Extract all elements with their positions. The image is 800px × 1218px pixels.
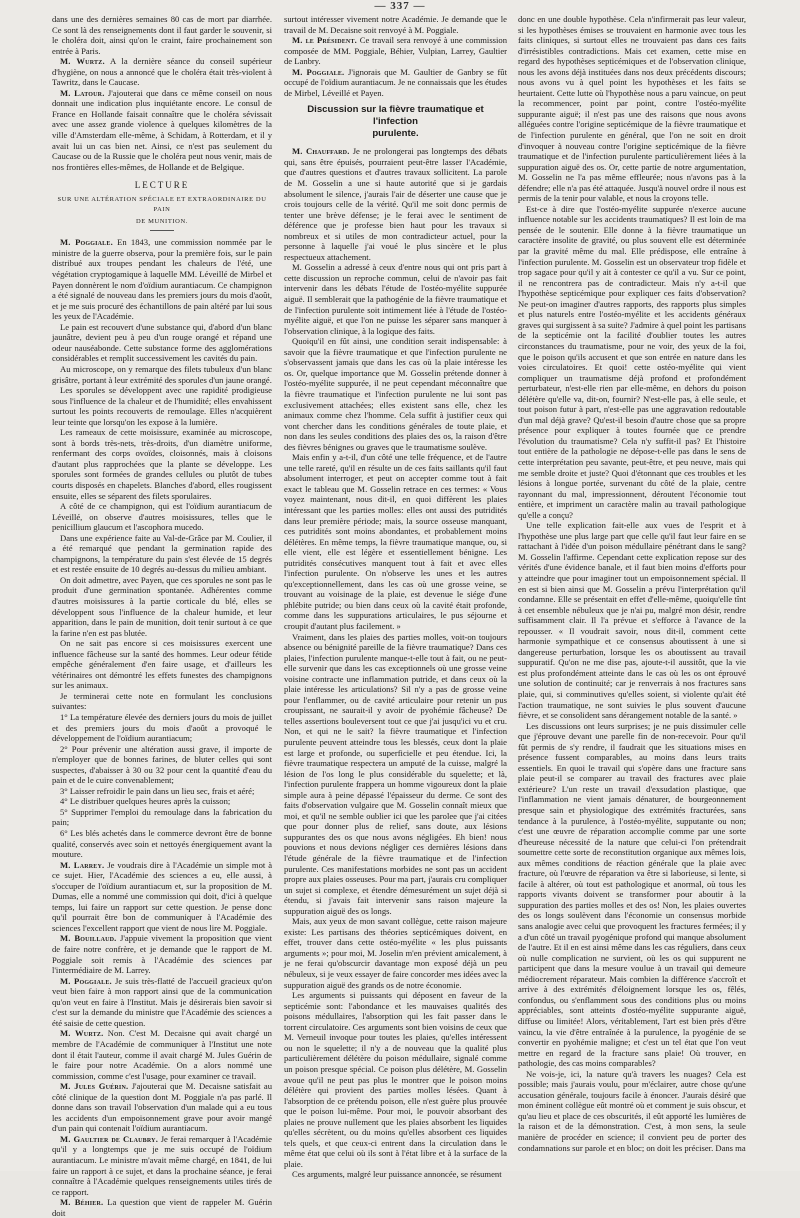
speaker: M. le Président.	[292, 35, 358, 46]
section-subtitle: DE MUNITION.	[136, 217, 188, 225]
paragraph	[284, 146, 507, 262]
speech-text: Je ne prolongerai pas longtemps des débats qui, sans être épuisés, pourraient peut-être lasser l'Académie, que d'autres questions et d'autres travaux sollicitent. La parole de M. Gosselin a une si haute autorité que si je gardais absolument le silence, j'aurais l'air de déserter une cause que je crois toujours celle de la vérité. Qu'il me soit donc permis de tenter une brève défense; je le ferai avec le sentiment de déférence que je professe bien haut pour les travaux si nombreux et si utiles de mon contradicteur actuel, pour la personne à laquelle j'ai voué le plus sincère et le plus respectueux attachement.	[284, 146, 507, 262]
speaker: M. Wurtz.	[60, 56, 105, 67]
divider	[150, 230, 174, 231]
paragraph	[52, 56, 272, 88]
paragraph: 1° La température élevée des derniers jours du mois de juillet et des premiers jours du mois d'août a provoqué le développement de l'oïdium aurantiacum;	[52, 712, 272, 744]
column-1	[52, 14, 273, 1218]
speech-text: J'ignorais que M. Gaultier de Ganbry se fût occupé de l'oïdium aurantiacum. Je ne connaissais que les études de Mirbel, Léveillé et Payen.	[284, 66, 508, 98]
speaker: M. Wurtz.	[60, 1028, 104, 1039]
paragraph: Mais enfin y a-t-il, d'un côté une telle fréquence, et de l'autre une telle rareté, qu'il en résulte un de ces faits saillants qu'il faut absolument interroger, et peut on accepter comme tout à fait exact le tableau que M. Gosselin retrace en ces termes: « Vous voyez maintenant, nous dit-il, en quoi diffèrent les plaies intéressant que les parties molles: elles ont aussi des putridités dans leur première période; mais, la source osseuse manquant, ces putridités sont moins abondantes, et probablement moins délétères. En même temps, la fièvre traumatique manque, ou, si elle vient, elle est légère et essentiellement bénigne. Les putridités consécutives manquent tout à fait et avec elles l'infection purulente. On n'observe les unes et les autres qu'exceptionnellement, dans les cas où une grosse veine, se trouvant au voisinage de la plaie, est devenue le siége d'une phlébite putride; ou bien dans ceux où la cavité était profonde, comme dans les suppurations articulaires, le pus séjourne et croupit d'autant plus facilement. »	[284, 452, 507, 631]
column-2	[284, 14, 508, 1180]
heading-line: purulente.	[372, 128, 419, 140]
paragraph	[52, 1028, 272, 1081]
paragraph: surtout intéresser vivement notre Académie. Je demande que le travail de M. Decaisne soit renvoyé à M. Poggiale.	[284, 14, 507, 35]
speaker: M. Poggiale.	[60, 975, 112, 986]
heading-line: Discussion sur la fièvre traumatique et l'infection	[307, 104, 484, 128]
paragraph	[52, 1197, 272, 1218]
page-number: — 337 —	[374, 0, 426, 12]
paragraph: Les arguments si puissants qui déposent en faveur de la septicémie sont: l'abondance et les mauvaises qualités des poisons médullaires, l'absorption qui les fait passer dans le torrent circulatoire. Ces arguments sont bien voisins de ceux que M. Verneuil invoque pour toutes les plaies, qu'elles intéressent ou non le squelette; il n'y a de nouveau que la qualité plus particulièrement délétère du poison médullaire, signalé comme un poison presque spécial. Ce poison plus délétère, M. Gosselin avoue qu'il ne peut pas plus le montrer que le poison moins délétère qui provient des parties molles lésées. Quant à l'absorption de ce prétendu poison, elle n'est guère plus prouvée que le poison lui-même. Pour moi, le pouvoir absorbant des plaies ne prouve nullement que les plaies absorbent les liquides qu'elles sécrètent, ou du moins qu'elles absorbent ces liquides tels quels, et que ceux-ci entrent dans la circulation dans le même état que celui où ils sont à l'état libre et à la surface de la plaie.	[284, 990, 507, 1169]
paragraph	[52, 860, 272, 934]
paragraph: 3° Laisser refroidir le pain dans un lieu sec, frais et aéré;	[60, 785, 255, 796]
paragraph: Vraiment, dans les plaies des parties molles, voit-on toujours absence ou bénignité pareille de la fièvre traumatique? Dans ces plaies, l'infection purulente manque-t-elle tout à fait, ou ne peut-elle survenir que dans les cas exceptionnels où une grosse veine voisine contracte une inflammation putride, et dans ceux où la plaie intéresse les articulations? Sil n'y a pas de grosse veine pour l'enflammer, ou de cavité articulaire pour retenir un pus croupissant, ne saurait-il y avoir de pyohémie fâcheuse? De telles assertions bouleversent tout ce que j'ai jusqu'ici vu et cru. Non, et qui ne le sait? la fièvre traumatique et l'infection purulente peuvent atteindre tous les blessés, ceux dont la plaie est large et profonde, ou superficielle et peu étendue. Ici, la fièvre traumatique respectera un amputé de la cuisse, malgré la lésion de l'os long le plus considérable du squelette; et là, l'infection purulente frappera un homme vigoureux dont la plaie simple aura à peine dépassé l'épaisseur du derme. Ce sont des faits d'observation vulgaire que M. Gosselin connaît mieux que moi, et qu'il ne semble oublier ici que les parolee que j'ai citées que pour donner plus de relief, sans doute, aux lésions suppurantes des os que nous avons négligées. Eh bien! nous pouvions et nous devions négliger ces dernières lésions dans l'étude générale de la fièvre traumatique et de l'infection purulente. Ces manifestations morbides ne sont pas un accident propre aux plaies osseuses. Pour ma part, j'aurais cru compliquer un sujet si complexe, et étendre démesurément un sujet déjà si étendu, si j'avais fait intervenir sans raison majeure la suppuration aiguë des os longs.	[284, 631, 507, 916]
paragraph	[52, 933, 272, 975]
discussion-heading	[284, 104, 507, 140]
paragraph: 2° Pour prévenir une altération aussi grave, il importe de n'employer que de bonnes farines, de bluter celles qui sont suspectes, d'abaisser à 30 ou 32 pour cent la quantité d'eau du pain et de le cuire convenablement;	[52, 743, 272, 786]
paragraph: M. Gosselin a adressé à ceux d'entre nous qui ont pris part à cette discussion un reproche commun, celui de n'avoir pas fait intervenir dans les débats l'étude de l'ostéo-myélite suppurée aiguë. Il semblerait que la pathogénie de la fièvre traumatique et de l'infection purulente soit intimement liée à l'étude de l'ostéo-myélite aiguë, et que l'on ne puisse les séparer sans manquer à l'observation clinique, à la logique des faits.	[284, 262, 507, 336]
column-3	[518, 14, 746, 1164]
paragraph: dans une des dernières semaines 80 cas de mort par diarrhée. Ce sont là des renseignements dont il faut garder le souvenir, si le choléra doit, ainsi qu'on le craint, faire prochainement son entrée à Paris.	[52, 14, 272, 56]
speech-text: Ce travail sera renvoyé à une commission composée de MM. Poggiale, Béhier, Vulpian, Larrey, Gaultier de Lanbry.	[284, 35, 507, 67]
speaker: M. Chauffard.	[292, 146, 350, 157]
speech-text: J'appuie vivement la proposition que vient de faire notre confrère, et je demande que le rapport de M. Poggiale soit remis à l'Académie des sciences par l'intermédiaire de M. Larrey.	[52, 933, 273, 976]
speech-text: Je ferai remarquer à l'Académie qu'il y a longtemps que je me suis occupé de l'oïdium aurantiacum. Le ministre m'avait même chargé, en 1841, de lui faire un rapport à ce sujet, et dans la prochaine séance, je ferai connaître à l'Académie quelques renseignements utiles tirés de ce rapport.	[52, 1133, 272, 1197]
paragraph: 6° Les blés achetés dans le commerce devront être de bonne qualité, conservés avec soin et nettoyés énergiquement avant la mouture.	[52, 828, 272, 860]
speaker: M. Poggiale.	[60, 237, 113, 248]
paragraph: donc en une double hypothèse. Cela n'infirmerait pas leur valeur, si les hypothèses émises se trouvaient en harmonie avec tous les faits cliniques, si surtout elles ne trouvaient pas dans ces faits d'irrésistibles contradictions. Mais cet examen, cette mise en regard des hypothèses septicémiques et de l'observation clinique, nous les avons déjà instituées dans nos deux précédents discours; nous avons vu à quel point les hypothèses et les faits se heurtaient. Cette lutte où l'hypothèse nous a paru vaincue, on peut la recommencer, point par point, contre l'ostéo-myélite suppurante aiguë; il n'est pas une des raisons que nous avons alléguées contre l'origine septicémique de la fièvre traumatique et de l'infection purulente en général, que l'on ne soit en droit d'invoquer à nouveau contre l'origine septicémique de la fièvre traumatique et de l'infection purulente particulièrement liées à la suppuration aiguë des os. Or, cette partie de notre argumentation, M. Gosselin ne l'a pas même effleurée; nous n'avons pas à la défendre; elle n'a pas été attaquée. Jusqu'à nouvel ordre il nous est permis de la tenir pour valable, et nous la croyons telle.	[518, 14, 746, 204]
speech-text: A la dernière séance du conseil supérieur d'hygiène, on nous a annoncé que le choléra était très-violent à Tawritz, dans le Caucase.	[52, 56, 272, 88]
speaker: M. Larrey.	[60, 859, 105, 870]
speech-text: La question que vient de rappeler M. Guérin doit	[52, 1197, 272, 1218]
paragraph: Je terminerai cette note en formulant les conclusions suivantes:	[52, 690, 272, 712]
speaker: M. Latour.	[60, 87, 105, 98]
paragraph	[284, 67, 507, 99]
paragraph: Quoiqu'il en fût ainsi, une condition serait indispensable: à savoir que la fièvre traumatique et que l'infection purulente ne s'observassent jamais que dans les cas où la plaie intéresse les os. Or, quelque importance que M. Gosselin prétende donner à l'ostéo-myélite suppurée, il ne peut cependant méconnaître que la fièvre traumatique et l'infection purulente ne lui sont pas exclusivement attachées; elles existent sans elle, chez les animaux comme chez l'homme. Cela suffit à justifier ceux qui vont chercher dans les conditions générales de toute plaie, et non dans les seules conditions des plaies des os, la raison d'être des fièvres bénignes ou graves que le traumatisme soulève.	[284, 336, 507, 452]
paragraph: 4° Le distribuer quelques heures après la cuisson;	[60, 796, 231, 807]
paragraph: Ces arguments, malgré leur puissance annoncée, se résument	[292, 1169, 502, 1180]
paragraph	[52, 237, 272, 321]
speech-text: Je voudrais dire à l'Académie un simple mot à ce sujet. Hier, l'Académie des sciences a eu, elle aussi, à s'occuper de l'oïdium aurantiacum et, sur la proposition de M. Dumas, elle a nommé une commission qui doit, d'ici à quelque temps, lui faire un rapport sur cette question. Je pense donc qu'il pourrait être bon de communiquer à l'Académie des sciences l'excellent rapport que vient de nous lire M. Poggiale.	[52, 859, 273, 933]
speech-text: J'ajouterai que dans ce même conseil on nous donnait une indication plus inquiétante encore. Le consul de France en Hollande faisait connaître que le choléra sévissait avec une assez grande violence à quelques kilomètres de la ville d'Amsterdam elle-même, à Schidam, à Rotterdam, et il y avait lui un cas bien net. Ainsi, ce n'est pas seulement du Caucase ou de la Russie que le choléra peut nous venir, mais de nos frontières elles-mêmes, de Hollande et de Belgique.	[52, 87, 273, 172]
paragraph: Ne vois-je, ici, la nature qu'à travers les nuages? Cela est possible; mais j'aurais voulu, pour m'éclairer, autre chose qu'une accusation générale, toujours facile à énoncer. J'aurais désiré que mon éminent collègue eût montré où et comment je suis obscur, et qu'au lieu et place de ces obscurités, il eût apporté les lumières de la raison et de la démonstration. C'est, à mon sens, la seule manière de procéder en science; il convient peu de porter des condamnations sur parole et en bloc; on doit les préciser. Dans ma	[518, 1068, 746, 1153]
paragraph: Le pain est recouvert d'une substance qui, d'abord d'un blanc jaunâtre, devient peu à peu d'un rouge orangé et répand une odeur nauséabonde. Cette substance forme des agglomérations considérables et remplit successivement les cavités du pain.	[52, 321, 272, 364]
speaker: M. Jules Guérin.	[60, 1081, 129, 1092]
paragraph: 5° Supprimer l'emploi du remoulage dans la fabrication du pain;	[52, 806, 272, 828]
paragraph: Est-ce à dire que l'ostéo-myélite suppurée n'exerce aucune influence notable sur les accidents traumatiques? Il est loin de ma pensée de le soutenir. Elle donne à la fièvre traumatique un caractère insolite de gravité, ou plus souvent elle est déterminée par la gravité même du mal. Elle prédispose, elle entraîne à l'infection purulente. M. Gosselin est un observateur trop fidèle et trop sagace pour qu'il y ait à contester ce qu'il a vu. Sur ce point, il ne rencontrera pas de contradicteur. Mais n'y a-t-il que l'hypothèse septicémique pour expliquer ces faits d'observation? Ne peut-on imaginer d'autres rapports, des rapports plus simples et plus naturels entre l'ostéo-myélite et les accidents généraux graves qui surgissent à sa suite? J'admire à quel point les partisans de la septicémie ont la facilité d'oublier toutes les autres circonstances du traumatisme, pour ne voir, des yeux de la foi, que le poison qu'ils accusent et que son entrée en nature dans les voies circulatoires. Et quoi! cette ostéo-myélite qui vient compliquer un traumatisme déjà profond et profondément perturbateur, n'est-elle rien par elle-même, en dehors du poison délétère qu'elle va, dit-on, fournir? N'est-elle pas, à elle seule, et tout poison futur à part, n'est-elle pas une aggravation redoutable d'un mal déjà grave? Qu'est-il besoin d'autre chose que sa propre présence pour expliquer à toutes fournée que ce prendre l'évolution du traumatisme? Cela n'y suffit-il pas? Et l'histoire tout entière de la pathologie ne dépose-t-elle pas dans le sens de cette interprétation peu savante, peut-être, et peu neuve, mais qui me semble droite et juste? Quoi d'étonnant que ces troubles et les lésions à longue portée, survenant du côté de la plaie, centre rayonnant du mal, impressionnent, déroutent l'économie tout entière, et impriment un caractère malin au travail pathologique qu'elle a conçu?	[518, 203, 746, 520]
paragraph	[52, 1081, 272, 1134]
paragraph: Les rameaux de cette moisissure, examinée au microscope, sont à bords très-nets, très-droits, d'un diamètre uniforme, renfermant des corps ovoïdes, cloisonnés, mais à cloisons d'autant plus rapprochées que la plante se développe. Les sporules sont formées de grandes cellules ou plutôt de tubes courts disposés en chapelets. Blanches d'abord, elles rougissent ensuite, elles se séparent des filets sporulaires.	[52, 427, 272, 501]
paragraph: Dans une expérience faite au Val-de-Grâce par M. Coulier, il a été remarqué que pendant la germination rapide des champignons, la température du pain s'est élevée de 15 degrés et est restée ensuite de 10 degrés au-dessus du milieu ambiant.	[52, 532, 272, 575]
speaker: M. Bouillaud.	[60, 933, 117, 944]
paragraph	[284, 35, 507, 67]
paragraph: On doit admettre, avec Payen, que ces sporules ne sont pas le produit d'une germination spontanée. Adhérentes comme d'autres moisissures à la partie corticale du blé, elles se développent sous l'influence de la chaleur humide, et leur apparition, dans le pain de munition, doit tenir surtout à ce que la farine n'en est pas blutée.	[52, 574, 272, 638]
paragraph	[52, 976, 272, 1029]
paragraph	[52, 1134, 272, 1197]
speaker: M. Poggiale.	[292, 66, 345, 77]
paragraph: A côté de ce champignon, qui est l'oïdium aurantiacum de Léveillé, on observe d'autres moisissures, telles que le penicillium glaucum et l'ascophora mucedo.	[52, 501, 272, 533]
paragraph: Une telle explication fait-elle aux vues de l'esprit et à l'hypothèse une plus large part que celle qu'il faut leur faire en se rattachant à l'idée d'un poison médullaire pénétrant dans le sang? M. Gosselin l'affirme. Cependant cette explication repose sur des vérités d'une évidence banale, et il faut bien moins d'efforts pour y atteindre que pour imaginer tout un empoisonnement spécial. Il en est si bien ainsi que M. Gosselin a prévu l'interprétation qu'il condamne. Elle se présentait en effet d'elle-même, quoiqu'elle tînt à cet ensemble nébuleux que je n'ai pu, malgré mon désir, rendre suffisamment clair. Il l'a prévue et s'efforce à l'avance de la repousser. « Il voudrait savoir, nous dit-il, comment cette harmonie sympathique et ce consensus aboutissent à une si dangereuse perturbation, lorsque les os aboutissent au travail suppuratif. Qu'on ne me dise pas, ajoute-t-il aussitôt, que la vie est plus profondément atteinte dans le cas où les os ont éprouvé une solution de continuité; car je renverrais à nos fractures sans plaie, qui, si comminutives qu'elles soient, si violente qu'ait été l'action traumatique, ne sont suivies le plus souvent d'aucune fièvre, et se consolident sans dérangement notable de la santé. »	[518, 520, 746, 721]
section-subtitle: SUR UNE ALTÉRATION SPÉCIALE ET EXTRAORDINAIRE DU PAIN	[57, 195, 267, 214]
section-title: LECTURE	[134, 180, 190, 191]
speech-text: J'ajouterai que M. Decaisne satisfait au côté clinique de la question dont M. Poggiale n'a pas parlé. Il donne dans son travail l'observation d'un malade qui a eu tous les accidents d'un empoisonnement grave pour avoir mangé d'un pain qui contenait l'oïdium aurantiacum.	[52, 1081, 272, 1134]
paragraph: Mais, aux yeux de mon savant collègue, cette raison majeure existe: Les partisans des théories septicémiques doivent, en effet, trouver dans cette ostéo-myélite « les plus puissants arguments »; pour moi, M. Joselin m'en prévient amicalement, à je ne ferai qu'obscurcir davantage mon exposé déjà un peu nébuleux, si je veux essayer de faire concorder mes idées avec la suppuration aiguë des grands os de notre économie.	[284, 916, 507, 990]
speech-text: Non. C'est M. Decaisne qui avait chargé un membre de l'Académie de communiquer à l'Institut une note dont il était l'auteur, comme il avait chargé M. Jules Guérin de le faire pour notre Académie. On a alors nommé une commission, comme c'est l'usage, pour examiner ce travail.	[52, 1028, 272, 1081]
speech-text: Je suis très-flatté de l'accueil gracieux qu'on veut bien faire à mon rapport ainsi que de la communication qu'on veut en faire à l'Institut. Mais je désirerais bien savoir si c'est sur la demande du ministre que l'Académie des sciences a été saisie de cette question.	[52, 975, 272, 1028]
paragraph	[52, 88, 272, 172]
speaker: M. Béhier.	[60, 1197, 104, 1208]
paragraph: Les discussions ont leurs surprises; je ne puis dissimuler celle que j'éprouve devant une parelle fin de non-recevoir. Pour qu'il fût permis de s'y rendre, il faudrait que les situations mises en présence fussent comparables, au moins dans leurs traits essentiels. En quoi le travail qui s'opère dans une fracture sans plaie peut-il se comparer au travail des fractures avec plaie extérieure? L'un reste un travail d'exsudation plastique, que l'inflammation ne vient jamais dénaturer, de bourgeonnement presque sain et physiologique des extrémités fracturées, sans tendance à la purulence, à l'ostéo-myélite, supputante ou non; c'est une œuvre de réparation accomplie comme par une sorte d'heureuse nécessité de la nature que celui-ci l'on prétendrait soumettre cette sorte de reconstitution organique aux mêmes lois, aux mêmes conditions de réaction générale que la plaie avec fracture, où l'œuvre de réparation va être si laborieuse, si lente, si facile à altérer, où tout est pathologique et anormal, où tous les rapports vivants doivent se transformer pour aboutir à la suppuration des parties molles et des os! Non, les plaies ouvertes des os longs soulèvent dans l'économie un consensus morbide sans analogie avec celui que provoquent les fractures fermées; il y a d'un côté un travail pyogénique profond qui manque absolument de l'autre. Et il en est ainsi même dans les cas réguliers, dans ceux où nulle complication ne survient, où les os qui suppurent ne participent que dans la mesure voulue à un travail qui demeure médiocrement réparateur. Mais combien la différence s'accroît et arrive à des extrémités d'éloignement lorsque les os, fêlés, confondus, ou s'enflamment sous des conditions plus ou moins appréciables, sont atteints d'ostéo-myélite suppurante aiguë, diffuse ou limitée! Alors, véritablement, l'art est bien près d'être vaincu, la vie d'être entraînée à la purulence, la pyogénie de se convertir en pyohémie maligne; et c'est un tel état que l'on veut mettre en regard de la fracture sans plaie! Où trouver, en pathologie, des cas moins comparables?	[518, 720, 746, 1069]
speech-text: En 1843, une commission nommée par le ministre de la guerre observa, pour la première fois, sur le pain distribué aux troupes pendant les chaleurs de l'été, une végétation cryptogamique à laquelle MM. Léveillé de Mirbel et Payen donnèrent le nom d'oïdium aurantiacum. Ce champignon a été signalé de nouveau dans les premiers jours du mois d'août, et je me suis procuré des échantillons de pain altéré par lui sous les yeux de l'Académie.	[52, 237, 272, 322]
paragraph: Les sporules se développent avec une rapidité prodigieuse sous l'influence de la chaleur et de l'humidité; elles envahissent surtout les points recouverts de remoulage. Elles n'acquièrent leur teinte que lorsqu'on les expose à la lumière.	[52, 385, 272, 427]
speaker: M. Gaultier de Claubry.	[60, 1133, 159, 1144]
paragraph: Au microscope, on y remarque des filets tubuleux d'un blanc grisâtre, portant à leur extrémité des sporules d'un jaune orangé.	[52, 363, 272, 385]
paragraph: On ne sait pas encore si ces moisissures exercent une influence fâcheuse sur la santé des hommes. Leur odeur fétide empêche généralement d'en faire usage, et d'ailleurs les vétérinaires ont démontré les effets funestes des champignons sur les animaux.	[52, 638, 272, 691]
